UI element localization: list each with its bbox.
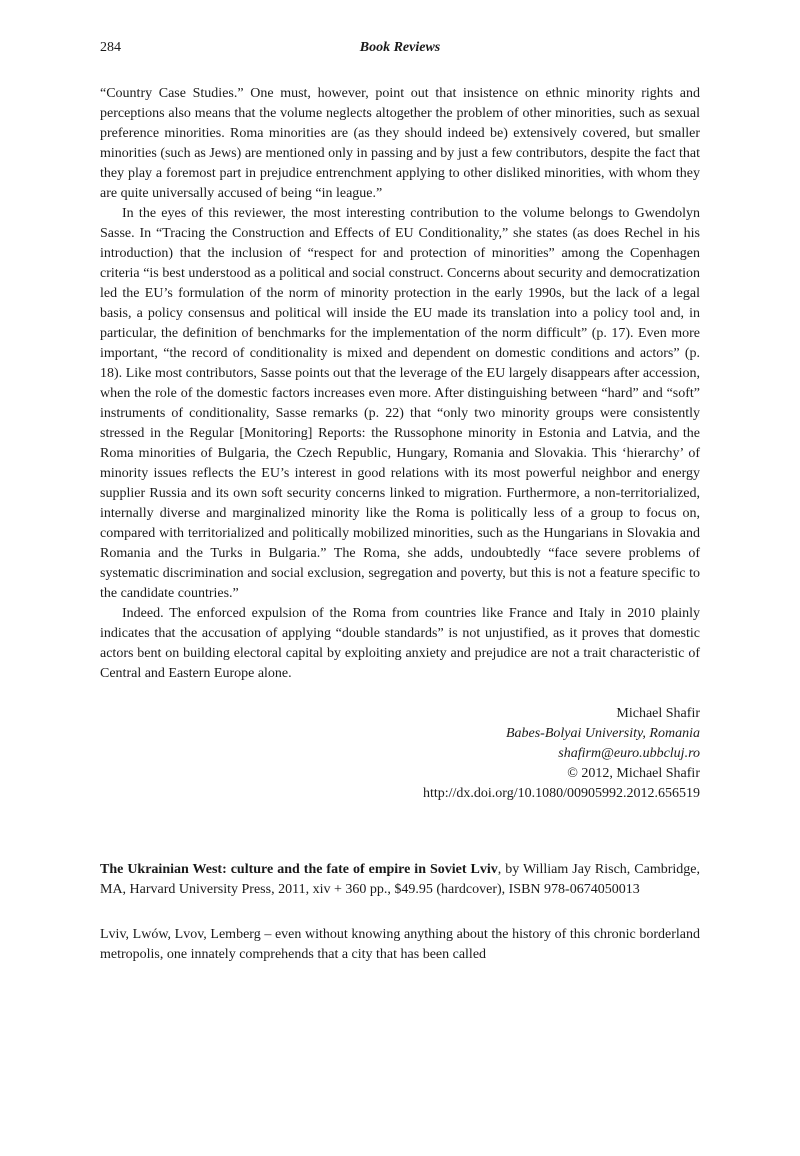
signature-block bbox=[100, 704, 700, 804]
review-paragraph: “Country Case Studies.” One must, however, point out that insistence on ethnic minority rights and perceptions also means that the volume neglects altogether the problem of other minorities, such as sexual preference minorities. Roma minorities are (as they should indeed be) extensively covered, but smaller minorities (such as Jews) are mentioned only in passing and by just a few contributors, despite the fact that they play a foremost part in prejudice entrenchment applying to other disliked minorities, with whom they are quite universally accused of being “in league.” bbox=[100, 86, 700, 201]
review-paragraph: In the eyes of this reviewer, the most interesting contribution to the volume belongs to Gwendolyn Sasse. In “Tracing the Construction and Effects of EU Conditionality,” she states (as does Rechel in his introduction) that the inclusion of “respect for and protection of minorities” among the Copenhagen criteria “is best understood as a political and social construct. Concerns about security and democratization led the EU’s formulation of the norm of minority protection in the early 1990s, but the lack of a legal basis, a policy consensus and political will inside the EU made its translation into a policy tool and, in particular, the definition of benchmarks for the implementation of the norm difficult” (p. 17). Even more important, “the record of conditionality is mixed and dependent on domestic conditions and actors” (p. 18). Like most contributors, Sasse points out that the leverage of the EU largely disappears after accession, when the role of the domestic factors increases even more. After distinguishing between “hard” and “soft” instruments of conditionality, Sasse remarks (p. 22) that “only two minority groups were consistently stressed in the Regular [Monitoring] Reports: the Russophone minority in Estonia and Latvia, and the Roma minorities of Bulgaria, the Czech Republic, Hungary, Romania and Slovakia. This ‘hierarchy’ of minority issues reflects the EU’s interest in good relations with its most powerful neighbor and energy supplier Russia and its own soft security concerns linked to migration. Furthermore, a non-territorialized, internally diverse and marginalized minority like the Roma is politically less of a group to focus on, compared with territorialized and politically mobilized minorities, such as the Hungarians in Slovakia and Romania and the Turks in Bulgaria.” The Roma, she adds, undoubtedly “face severe problems of systematic discrimination and social exclusion, segregation and poverty, but this is not a feature specific to the candidate countries.” bbox=[100, 206, 700, 601]
review-paragraph: Lviv, Lwów, Lvov, Lemberg – even without knowing anything about the history of this chronic borderland metropolis, one innately comprehends that a city that has been called bbox=[100, 927, 700, 962]
review-body bbox=[100, 84, 700, 684]
reviewer-name: Michael Shafir bbox=[616, 706, 700, 721]
reviewer-email: shafirm@euro.ubbcluj.ro bbox=[558, 746, 700, 761]
reviewer-affiliation: Babes-Bolyai University, Romania bbox=[505, 726, 700, 741]
copyright-line: © 2012, Michael Shafir bbox=[567, 766, 700, 781]
page-number: 284 bbox=[100, 40, 121, 55]
doi-line: http://dx.doi.org/10.1080/00905992.2012.656519 bbox=[422, 786, 700, 801]
review-paragraph: Indeed. The enforced expulsion of the Roma from countries like France and Italy in 2010 plainly indicates that the accusation of applying “double standards” is not unjustified, as it proves that domestic actors bent on building electoral capital by exploiting anxiety and prejudice are not a trait characteristic of Central and Eastern Europe alone. bbox=[100, 606, 700, 681]
book-citation-details: , by William Jay Risch, Cambridge, MA, Harvard University Press, 2011, xiv + 360 pp., $49.95 (hardcover), ISBN 978-0674050013 bbox=[100, 862, 701, 897]
running-head-title: Book Reviews bbox=[359, 40, 441, 55]
book-citation-heading bbox=[100, 860, 700, 900]
running-head bbox=[100, 38, 700, 58]
book-title: The Ukrainian West: culture and the fate of empire in Soviet Lviv bbox=[100, 862, 498, 877]
next-review-section bbox=[100, 860, 700, 965]
